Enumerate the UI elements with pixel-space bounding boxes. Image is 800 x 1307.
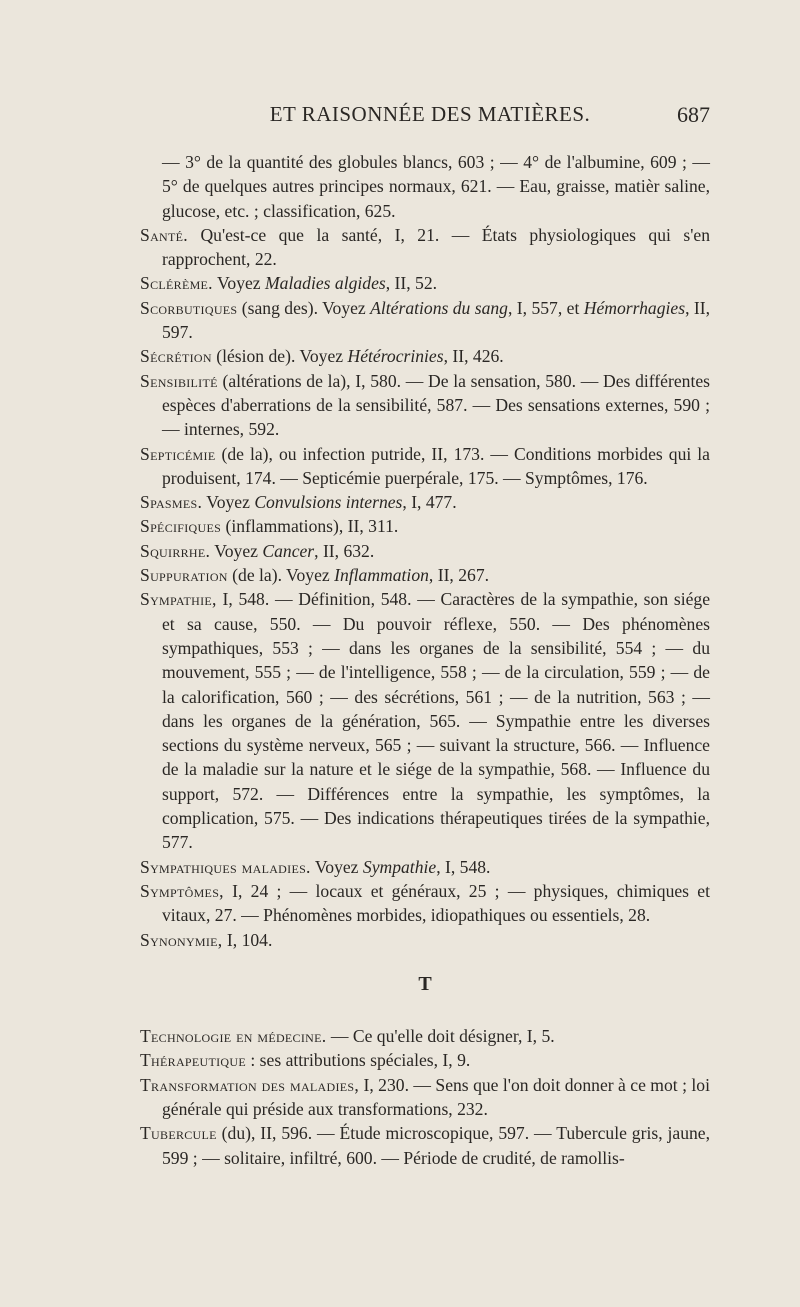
entry-reference: Convulsions internes	[254, 492, 403, 513]
entry-text: , II, 52.	[385, 273, 438, 294]
entry-text: Voyez	[212, 273, 266, 294]
entry-term: Thérapeutique	[140, 1050, 246, 1071]
index-entry	[140, 344, 710, 368]
entry-text: I, 230. — Sens que l'on doit donner à ce mot ; loi générale qui préside aux transformations, 232.	[162, 1074, 710, 1119]
index-entry	[140, 271, 710, 295]
index-entry	[140, 563, 710, 587]
entry-reference: Hémorrhagies	[583, 297, 686, 318]
entry-text: — Ce qu'elle doit désigner, I, 5.	[326, 1026, 555, 1047]
entry-text: (lésion de). Voyez	[211, 346, 348, 367]
entry-reference: Cancer	[262, 540, 315, 561]
entry-text: Qu'est-ce que la santé, I, 21. — États physiologiques qui s'en rapprochent, 22.	[162, 224, 710, 270]
index-entry	[140, 442, 710, 491]
entry-term: Sensibilité	[140, 370, 218, 391]
index-entry	[140, 490, 710, 514]
index-entry	[140, 514, 710, 538]
running-header	[150, 102, 710, 132]
index-entry	[140, 1048, 710, 1072]
entry-reference: Hétérocrinies	[347, 346, 444, 367]
entry-term: Sympathiques maladies.	[140, 856, 311, 877]
index-section-t	[140, 1024, 710, 1170]
index-entry	[140, 539, 710, 563]
entry-text: , I, 477.	[402, 492, 457, 513]
entry-term: Symptômes,	[140, 880, 224, 901]
index-entry	[140, 1073, 710, 1122]
index-entry	[140, 879, 710, 928]
entry-text: , II, 267.	[428, 565, 490, 586]
entry-text: Voyez	[310, 856, 363, 877]
section-letter: T	[418, 972, 432, 995]
entry-reference: Altérations du sang	[370, 297, 508, 318]
entry-term: Spécifiques	[140, 516, 222, 537]
running-title: ET RAISONNÉE DES MATIÈRES.	[269, 102, 591, 126]
entry-text: I, 24 ; — locaux et généraux, 25 ; — physiques, chimiques et vitaux, 27. — Phénomènes morbides, idiopathiques ou essentiels, 28.	[162, 880, 710, 926]
entry-text: (inflammations), II, 311.	[221, 516, 399, 537]
entry-term: Sécrétion	[140, 346, 212, 367]
index-entry	[140, 1024, 710, 1048]
index-entry	[140, 150, 710, 223]
entry-text: (altérations de la), I, 580. — De la sensation, 580. — Des différentes espèces d'aberrations de la sensibilité, 587. — Des sensations externes, 590 ; — internes, 592.	[162, 370, 710, 440]
index-entry	[140, 928, 710, 952]
entry-text: (du), II, 596. — Étude microscopique, 597. — Tubercule gris, jaune, 599 ; — solitaire, infiltré, 600. — Période de crudité, de ramollis-	[162, 1123, 710, 1168]
entry-text: , II, 632.	[314, 540, 375, 561]
entry-text: , I, 557, et	[507, 297, 584, 318]
entry-term: Suppuration	[140, 565, 228, 586]
entry-reference: Inflammation	[334, 565, 429, 586]
entry-text: (de la), ou infection putride, II, 173. — Conditions morbides qui la produisent, 174. — Septicémie puerpérale, 175. — Symptômes, 176.	[162, 443, 710, 488]
index-entry	[140, 1121, 710, 1170]
entry-text: : ses attributions spéciales, I, 9.	[245, 1050, 471, 1071]
entry-term: Tubercule	[140, 1123, 217, 1144]
entry-text: I, 548. — Définition, 548. — Caractères de la sympathie, son siége et sa cause, 550. — Du pouvoir réflexe, 550. — Des phénomènes sympathiques, 553 ; — dans les organes de la sensibilité, 554 ; — du mouvement, 555 ; — de l'intelligence, 558 ; — de la circulation, 559 ; — de la calorification, 560 ; — des sécrétions, 561 ; — de la nutrition, 563 ; — dans les organes de la génération, 565. — Sympathie entre les diverses sections du système nerveux, 565 ; — suivant la structure, 566. — Influence de la maladie sur la nature et le siége de la sympathie, 568. — Influence du support, 572. — Différences entre la sympathie, les symptômes, la complication, 575. — Des indications thérapeutiques tirées de la sympathie, 577.	[162, 589, 710, 853]
entry-term: Sympathie,	[140, 589, 217, 610]
entry-term: Squirrhe.	[140, 540, 211, 561]
entry-text: , I, 548.	[436, 856, 491, 877]
entry-text: Voyez	[202, 492, 255, 513]
entry-text: I, 104.	[222, 929, 273, 950]
entry-term: Technologie en médecine.	[140, 1026, 327, 1047]
entry-text: — 3° de la quantité des globules blancs, 603 ; — 4° de l'albumine, 609 ; — 5° de quelques autres principes normaux, 621. — Eau, graisse, matièr saline, glucose, etc. ; classification, 625.	[162, 152, 710, 221]
index-section-s	[140, 150, 710, 952]
index-entry	[140, 855, 710, 879]
entry-term: Santé.	[140, 224, 188, 245]
entry-term: Scorbutiques	[140, 297, 238, 318]
entry-term: Spasmes.	[140, 492, 203, 513]
entry-term: Septicémie	[140, 443, 216, 464]
entry-text: , II, 426.	[443, 346, 504, 367]
entry-text: (sang des). Voyez	[237, 297, 371, 318]
index-entry	[140, 296, 710, 345]
entry-text: (de la). Voyez	[227, 565, 335, 586]
entry-reference: Sympathie	[362, 856, 437, 877]
index-entry	[140, 223, 710, 272]
entry-term: Synonymie,	[140, 929, 223, 950]
index-entry	[140, 587, 710, 854]
entry-text: , II, 597.	[162, 297, 710, 343]
index-entry	[140, 369, 710, 442]
entry-term: Transformation des maladies,	[140, 1074, 360, 1095]
entry-term: Sclérème.	[140, 273, 213, 294]
index-body	[140, 150, 710, 1170]
page-number: 687	[677, 102, 710, 127]
entry-reference: Maladies algides	[265, 273, 386, 294]
entry-text: Voyez	[210, 540, 263, 561]
